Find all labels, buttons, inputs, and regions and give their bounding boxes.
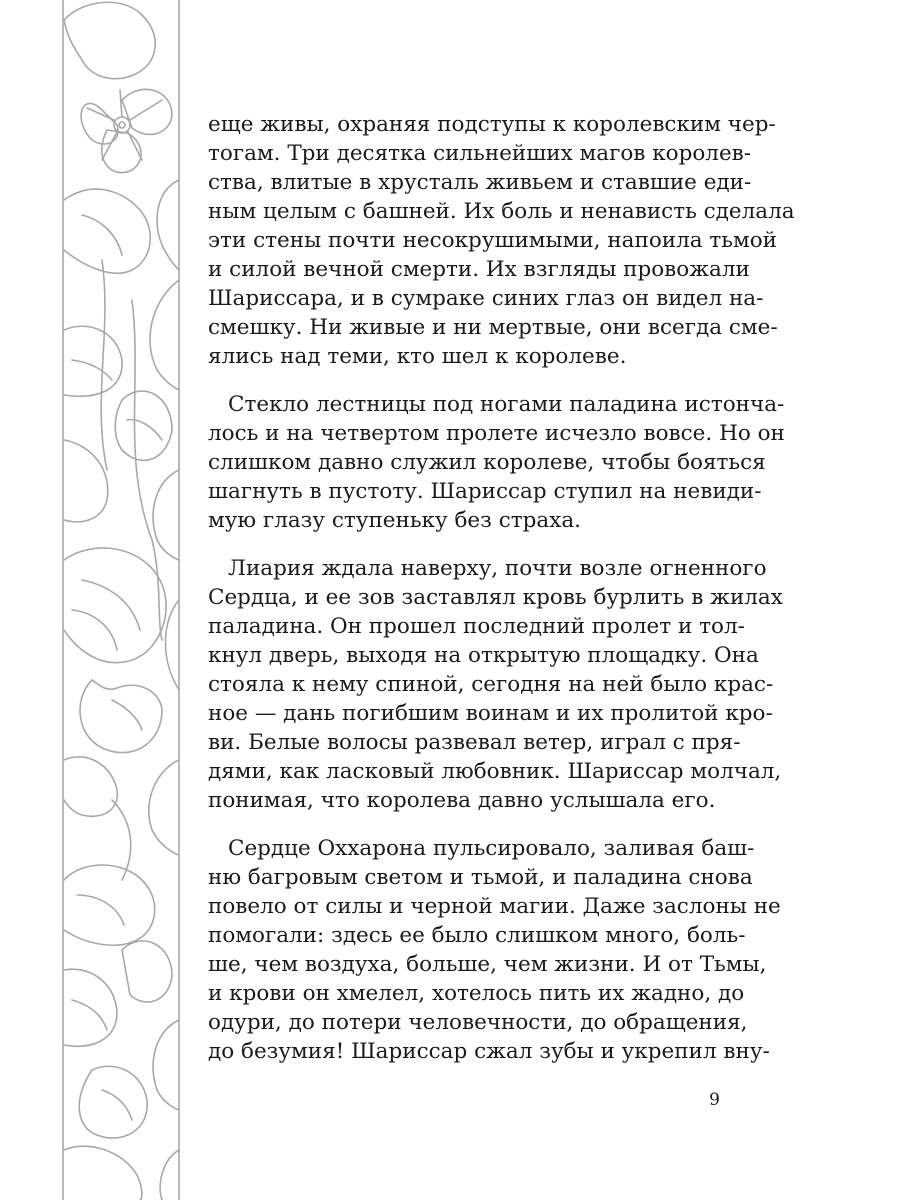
text-line: мую глазу ступеньку без страха. [208, 508, 581, 533]
text-line: повело от силы и черной магии. Даже заслоны не [208, 894, 781, 919]
paragraph-1 [208, 110, 795, 371]
text-line: Сердца, и ее зов заставлял кровь бурлить в жилах [208, 585, 783, 610]
text-line: Сердце Оххарона пульсировало, заливая баш- [228, 836, 755, 861]
text-line: дями, как ласковый любовник. Шариссар молчал, [208, 759, 782, 784]
text-line: слишком давно служил королеве, чтобы бояться [208, 450, 766, 475]
text-line: эти стены почти несокрушимыми, напоила тьмой [208, 228, 778, 253]
paragraph-3 [208, 554, 783, 815]
text-line: шагнуть в пустоту. Шариссар ступил на невиди- [208, 479, 762, 504]
text-line: Лиария ждала наверху, почти возле огненного [228, 556, 767, 581]
text-line: и крови он хмелел, хотелось пить их жадно, до [208, 981, 745, 1006]
text-line: кнул дверь, выходя на открытую площадку. Она [208, 643, 759, 668]
paragraph-2 [208, 390, 785, 535]
floral-border [62, 0, 180, 1200]
page-number: 9 [709, 1090, 720, 1110]
paragraph-4 [208, 834, 781, 1066]
text-line: смешку. Ни живые и ни мертвые, они всегда сме- [208, 315, 778, 340]
text-line: лось и на четвертом пролете исчезло вовсе. Но он [208, 421, 785, 446]
text-line: понимая, что королева давно услышала его. [208, 788, 716, 813]
text-line: и силой вечной смерти. Их взгляды провожали [208, 257, 750, 282]
text-line: стояла к нему спиной, сегодня на ней было крас- [208, 672, 774, 697]
text-line: паладина. Он прошел последний пролет и тол- [208, 614, 745, 639]
text-line: ялись над теми, кто шел к королеве. [208, 344, 627, 369]
text-line: Стекло лестницы под ногами паладина истонча- [228, 392, 785, 417]
text-line: ню багровым светом и тьмой, и паладина снова [208, 865, 753, 890]
text-line: одури, до потери человечности, до обращения, [208, 1010, 748, 1035]
text-line: ным целым с башней. Их боль и ненависть сделала [208, 199, 795, 224]
text-line: ства, влитые в хрусталь живьем и ставшие еди- [208, 170, 752, 195]
text-line: до безумия! Шариссар сжал зубы и укрепил вну- [208, 1039, 770, 1064]
text-line: ше, чем воздуха, больше, чем жизни. И от Тьмы, [208, 952, 767, 977]
body-text [208, 110, 795, 1085]
text-line: тогам. Три десятка сильнейших магов королев- [208, 141, 752, 166]
text-line: ное — дань погибшим воинам и их пролитой кро- [208, 701, 773, 726]
text-line: помогали: здесь ее было слишком много, боль- [208, 923, 746, 948]
peony-floral-border-icon [62, 0, 180, 1200]
text-line: еще живы, охраняя подступы к королевским чер- [208, 112, 776, 137]
text-line: Шариссара, и в сумраке синих глаз он видел на- [208, 286, 764, 311]
text-line: ви. Белые волосы развевал ветер, играл с пря- [208, 730, 741, 755]
